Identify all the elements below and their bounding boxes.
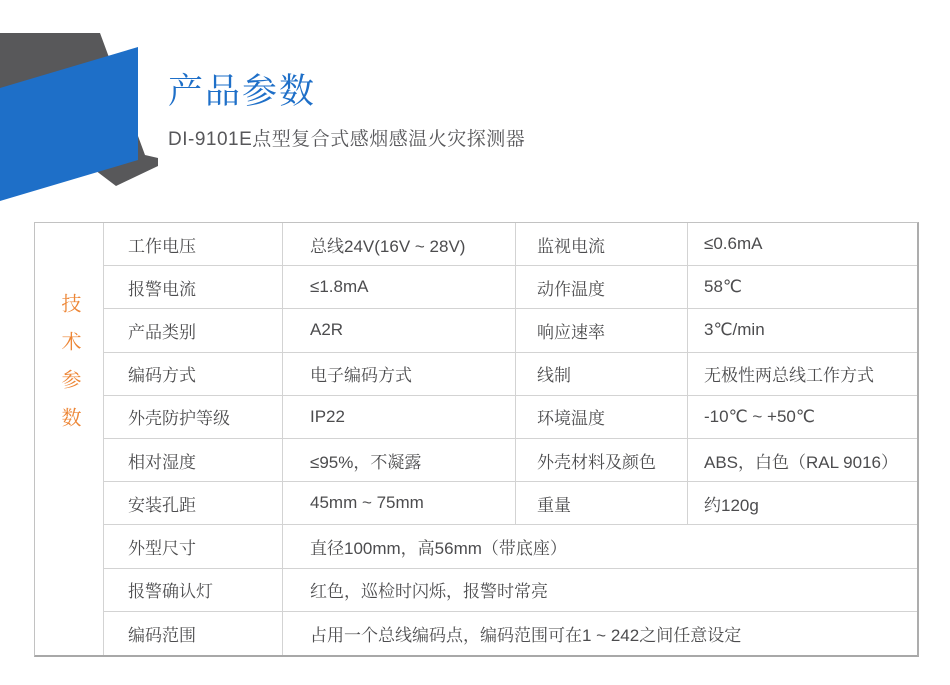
param-value: 电子编码方式: [282, 353, 515, 396]
param-label: 监视电流: [515, 223, 687, 266]
param-value: 总线24V(16V ~ 28V): [282, 223, 515, 266]
param-value: 约120g: [687, 482, 917, 525]
param-label: 安装孔距: [104, 482, 282, 525]
param-label: 外壳材料及颜色: [515, 439, 687, 482]
side-header-cell: [35, 223, 104, 655]
param-label: 产品类别: [104, 309, 282, 352]
param-label: 线制: [515, 353, 687, 396]
param-label: 动作温度: [515, 266, 687, 309]
param-value: 3℃/min: [687, 309, 917, 352]
param-label: 重量: [515, 482, 687, 525]
param-value: ≤95%，不凝露: [282, 439, 515, 482]
param-value: ≤1.8mA: [282, 266, 515, 309]
side-header-label: 技术参数: [58, 293, 80, 445]
param-value: 45mm ~ 75mm: [282, 482, 515, 525]
param-label: 环境温度: [515, 396, 687, 439]
param-label: 工作电压: [104, 223, 282, 266]
param-value: 红色，巡检时闪烁，报警时常亮: [282, 569, 917, 612]
param-label: 响应速率: [515, 309, 687, 352]
param-value: -10℃ ~ +50℃: [687, 396, 917, 439]
param-label: 报警电流: [104, 266, 282, 309]
param-label: 编码范围: [128, 625, 196, 645]
page-title: 产品参数: [168, 72, 317, 111]
product-model-subtitle: DI-9101E点型复合式感烟感温火灾探测器: [168, 129, 526, 150]
param-label: 外型尺寸: [104, 525, 282, 568]
param-value: 直径100mm，高56mm（带底座）: [282, 525, 917, 568]
param-value: 无极性两总线工作方式: [687, 353, 917, 396]
param-value: ABS，白色（RAL 9016）: [687, 439, 917, 482]
param-label: 编码方式: [104, 353, 282, 396]
param-label: 相对湿度: [104, 439, 282, 482]
ribbon-decoration: [0, 0, 165, 210]
param-label: 报警确认灯: [104, 569, 282, 612]
param-value: ≤0.6mA: [687, 223, 917, 266]
spec-table: [34, 222, 919, 657]
param-value: 58℃: [687, 266, 917, 309]
param-label: 外壳防护等级: [104, 396, 282, 439]
param-value: A2R: [282, 309, 515, 352]
param-value: IP22: [282, 396, 515, 439]
param-value: 占用一个总线编码点，编码范围可在1 ~ 242之间任意设定: [282, 612, 917, 655]
